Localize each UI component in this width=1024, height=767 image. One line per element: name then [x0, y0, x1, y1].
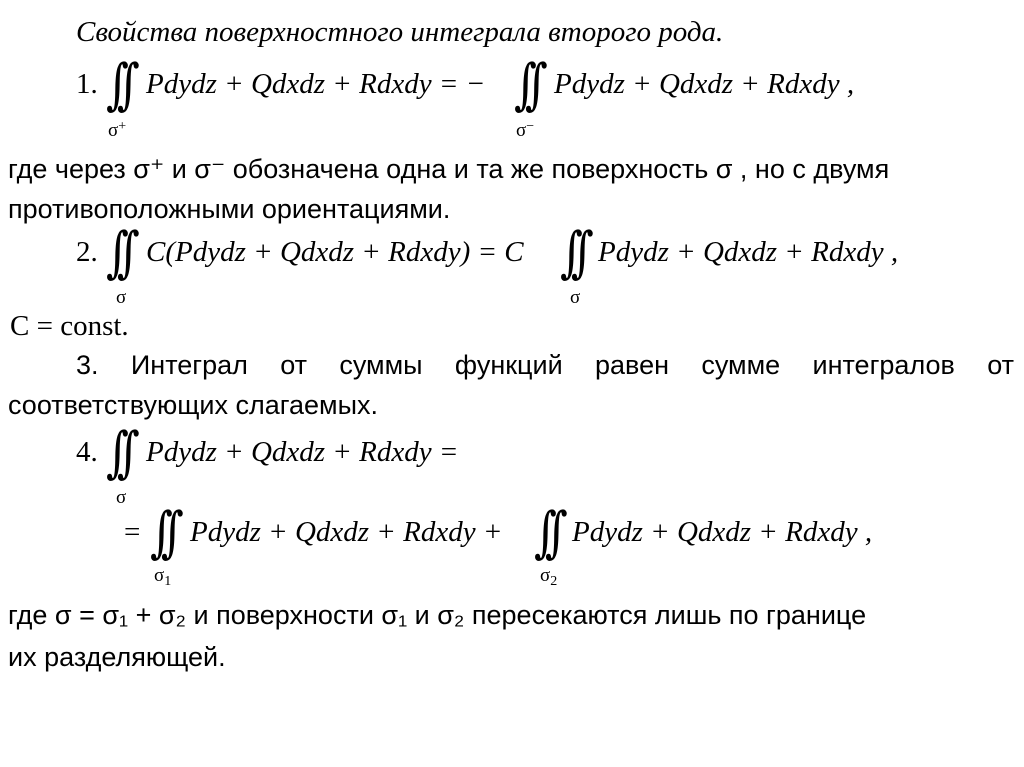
- property-4-formula-mid-1: Pdydz + Qdxdz + Rdxdy +: [190, 516, 503, 548]
- property-1-number: 1.: [76, 68, 98, 100]
- property-3-line-2: соответствующих слагаемых.: [8, 390, 379, 420]
- property-4-formula-top: Pdydz + Qdxdz + Rdxdy =: [146, 436, 459, 468]
- integral-subscript: σ: [570, 287, 581, 308]
- integral-subscript: $\sigma_1$: [154, 565, 172, 589]
- double-integral-symbol: ∫∫: [560, 221, 582, 285]
- double-integral-symbol: ∫∫: [106, 421, 128, 485]
- property-4-note-line-2: их разделяющей.: [8, 642, 226, 672]
- property-1-formula-left: Pdydz + Qdxdz + Rdxdy = −: [146, 68, 486, 100]
- property-4-note-line-1: где σ = σ₁ + σ₂ и поверхности σ₁ и σ₂ пересекаются лишь по границе: [8, 600, 867, 630]
- integral-subscript: σ: [116, 487, 127, 508]
- integral-subscript: σ−: [516, 119, 535, 141]
- double-integral-symbol: ∫∫: [106, 53, 128, 117]
- property-3-number: 3.: [76, 350, 99, 380]
- property-1-note-line-1: где через σ⁺ и σ⁻ обозначена одна и та же поверхность σ , но с двумя: [8, 154, 890, 184]
- property-1-note-line-2: противоположными ориентациями.: [8, 194, 451, 224]
- constant-definition: C = const.: [10, 310, 129, 342]
- property-4-number: 4.: [76, 436, 98, 468]
- integral-subscript: σ+: [108, 119, 127, 141]
- property-1-formula-right: Pdydz + Qdxdz + Rdxdy ,: [554, 68, 855, 100]
- property-3-line-1: [76, 352, 1014, 379]
- double-integral-symbol: ∫∫: [534, 501, 556, 565]
- integral-subscript: σ: [116, 287, 127, 308]
- property-2-formula-left: C(Pdydz + Qdxdz + Rdxdy) = C: [146, 236, 524, 268]
- integral-subscript: $\sigma_2$: [540, 565, 558, 589]
- double-integral-symbol: ∫∫: [514, 53, 536, 117]
- equals-sign: =: [124, 516, 141, 548]
- double-integral-symbol: ∫∫: [150, 501, 172, 565]
- page-title: Свойства поверхностного интеграла второго рода.: [76, 16, 724, 48]
- property-4-formula-mid-2: Pdydz + Qdxdz + Rdxdy ,: [572, 516, 873, 548]
- property-2-number: 2.: [76, 236, 98, 268]
- double-integral-symbol: ∫∫: [106, 221, 128, 285]
- property-3-text: Интеграл от суммы функций равен сумме интегралов от: [130, 350, 1014, 380]
- property-2-formula-right: Pdydz + Qdxdz + Rdxdy ,: [598, 236, 899, 268]
